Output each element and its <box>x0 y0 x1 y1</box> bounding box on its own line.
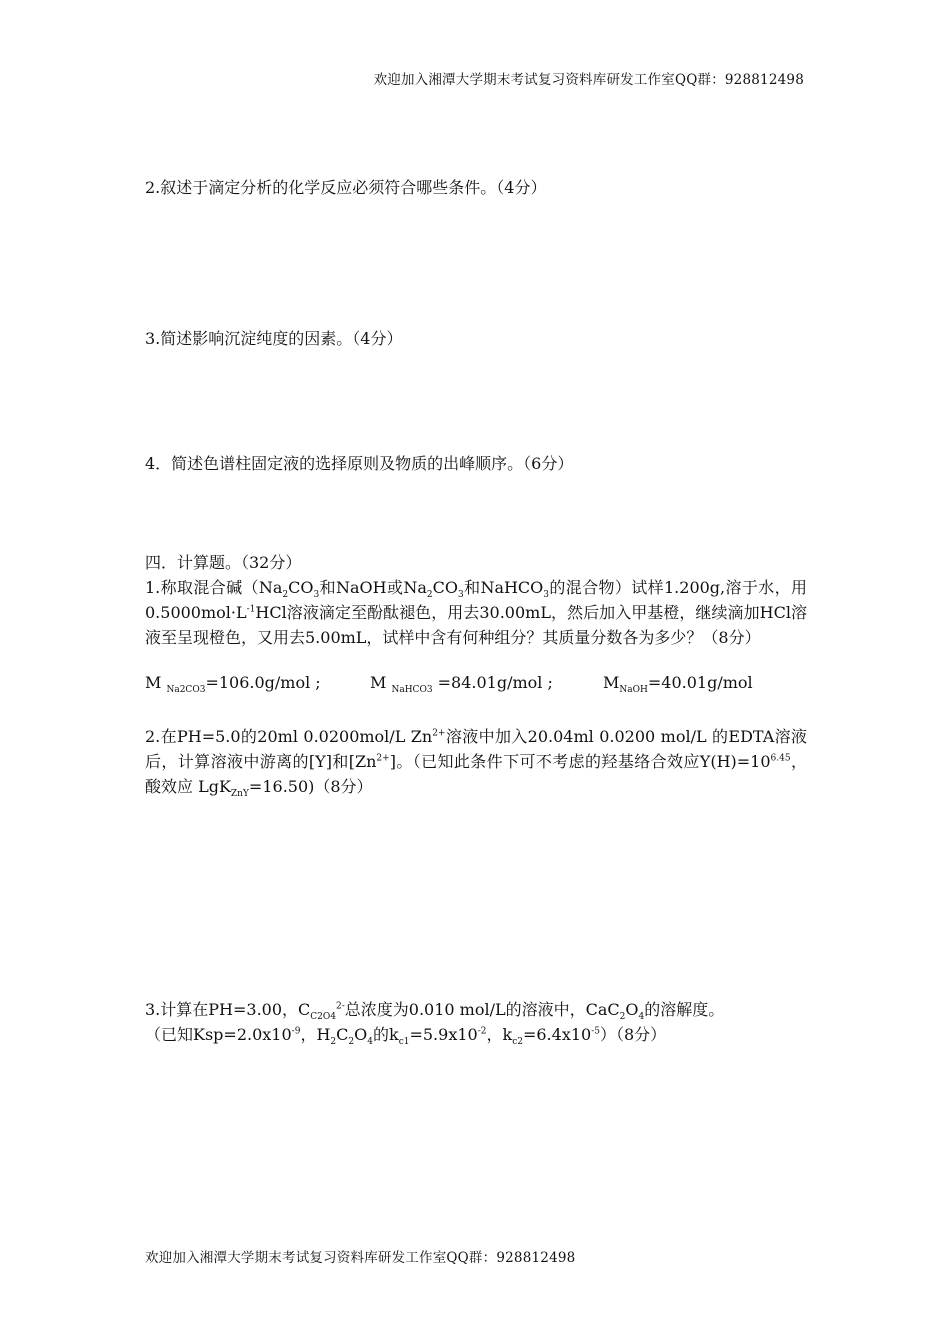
molar-mass-nahco3: M $_{NaHCO3}$ =84.01g/mol ; <box>370 673 553 696</box>
calc-question-3: 3.计算在PH=3.00，$C_{C2O4}^{2-}$总浓度为0.010 mol/L的溶液中，$CaC_2O_4$的溶解度。 （已知$Ksp=2.0x10^{-9}$，$H_2C_2O_4$的$k_{c1}=5.9x10^{-2}$，$k_{c2}=6.4x10^{-5})(8$分） <box>145 1000 725 1048</box>
calc-question-1: 1.称取混合碱（$Na_2CO_3$和NaOH或$Na_2CO_3$和NaHCO$_3$的混合物）试样1.200g,溶于水，用$0.5000mol\cdot L^{-1}HCl$溶液滴定至酚酞褪色，用去30.00mL，然后加入甲基橙，继续滴加HCl溶液至呈现橙色，又用去5.00mL，试样中含有何种组分？其质量分数各为多少？（8分） <box>145 578 807 647</box>
question-3: 3.简述影响沉淀纯度的因素。（4分） <box>145 329 403 348</box>
section-title-calculation: 四．计算题。（32分） <box>145 553 302 572</box>
molar-mass-naoh: $M_{NaOH}=40.01g$/mol <box>603 673 753 696</box>
footer-note: 欢迎加入湘潭大学期末考试复习资料库研发工作室QQ群：928812498 <box>145 1250 576 1266</box>
calc-question-2: 2.在PH=5.0的20ml 0.0200mol/L $Zn^{2+}$溶液中加入20.04ml 0.0200 mol/L 的EDTA溶液后，计算溶液中游离的[Y]和$[Zn^{2+}]$。（已知此条件下可不考虑的羟基络合效应$Y(H)=10^{6.45}$，酸效应 LgK$_{ZnY}$=16.50)（8分） <box>145 727 807 800</box>
molar-mass-na2co3: M $_{Na2CO3}$=106.0g/mol ; <box>145 673 321 696</box>
header-note: 欢迎加入湘潭大学期末考试复习资料库研发工作室QQ群：928812498 <box>373 72 804 88</box>
question-2: 2.叙述于滴定分析的化学反应必须符合哪些条件。（4分） <box>145 178 547 197</box>
question-4: 4．简述色谱柱固定液的选择原则及物质的出峰顺序。（6分） <box>145 454 574 473</box>
